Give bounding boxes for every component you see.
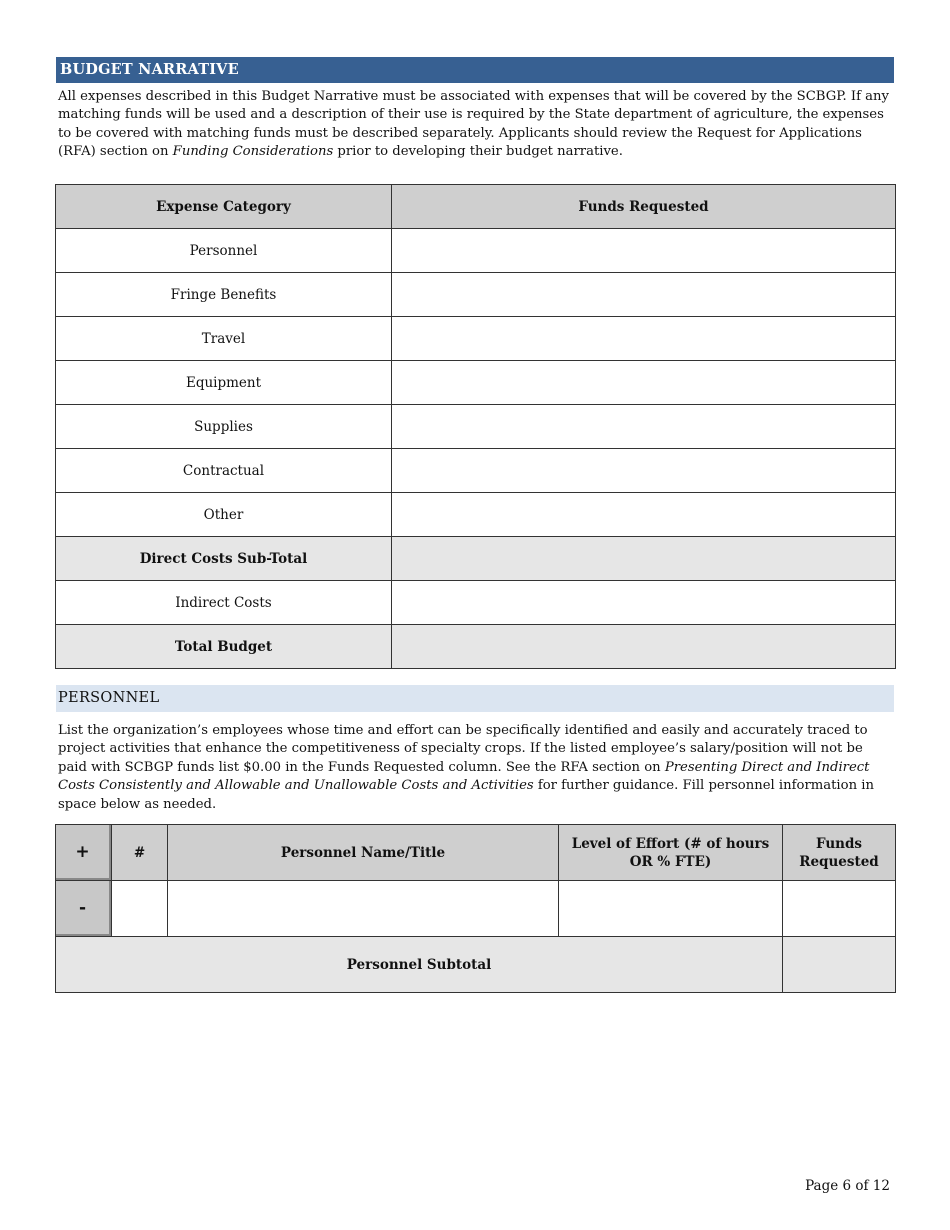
- personnel-name-cell[interactable]: [168, 881, 559, 937]
- personnel-table: [55, 824, 896, 993]
- personnel-number-cell[interactable]: [112, 881, 168, 937]
- expense-row-other: [56, 493, 896, 537]
- expense-row-travel: [56, 317, 896, 361]
- funds-input-cell[interactable]: [392, 273, 896, 317]
- remove-row-cell: [56, 881, 112, 937]
- expense-category-cell: Total Budget: [56, 625, 392, 669]
- remove-row-button[interactable]: -: [56, 881, 111, 936]
- expense-table-header: [56, 185, 896, 229]
- personnel-funds-cell[interactable]: [783, 881, 896, 937]
- expense-row-indirect-costs: [56, 581, 896, 625]
- funds-input-cell[interactable]: [392, 449, 896, 493]
- expense-category-cell: Supplies: [56, 405, 392, 449]
- personnel-intro: [58, 722, 892, 814]
- funds-input-cell[interactable]: [392, 405, 896, 449]
- expense-table: [55, 184, 896, 669]
- expense-category-cell: Personnel: [56, 229, 392, 273]
- expense-row-equipment: [56, 361, 896, 405]
- personnel-subtotal-value: [783, 937, 896, 993]
- expense-row-supplies: [56, 405, 896, 449]
- personnel-subtotal-row: [56, 937, 896, 993]
- expense-row-direct-subtotal: [56, 537, 896, 581]
- funds-input-cell[interactable]: [392, 317, 896, 361]
- personnel-name-header: Personnel Name/Title: [168, 825, 559, 881]
- budget-intro-text-2: prior to developing their budget narrative.: [333, 144, 623, 160]
- expense-row-contractual: [56, 449, 896, 493]
- expense-category-cell: Fringe Benefits: [56, 273, 392, 317]
- budget-intro-emphasis: Funding Considerations: [172, 144, 334, 160]
- personnel-intro-text-2: for further guidance. Fill personnel information in space below as needed.: [58, 778, 874, 812]
- funds-input-cell[interactable]: [392, 581, 896, 625]
- funds-input-cell[interactable]: [392, 361, 896, 405]
- expense-category-header: Expense Category: [56, 185, 392, 229]
- number-header: #: [112, 825, 168, 881]
- level-of-effort-cell[interactable]: [559, 881, 783, 937]
- funds-total-cell: [392, 625, 896, 669]
- expense-row-personnel: [56, 229, 896, 273]
- funds-total-cell: [392, 537, 896, 581]
- personnel-table-header: [56, 825, 896, 881]
- expense-category-cell: Indirect Costs: [56, 581, 392, 625]
- budget-narrative-heading: BUDGET NARRATIVE: [56, 57, 894, 83]
- add-row-button[interactable]: +: [56, 825, 111, 880]
- personnel-intro-emphasis: Presenting Direct and Indirect Costs Consistently and Allowable and Unallowable Costs and Activities: [58, 759, 870, 794]
- personnel-row: [56, 881, 896, 937]
- expense-category-cell: Equipment: [56, 361, 392, 405]
- personnel-intro-text-1: List the organization’s employees whose time and effort can be specifically identified and easily and accurately traced to project activities that enhance the competitiveness of specialty crops. If the listed employee’s salary/position will not be paid with SCBGP funds list $0.00 in the Funds Requested column. See the RFA section on: [58, 723, 868, 775]
- personnel-heading: PERSONNEL: [56, 685, 894, 712]
- page-number: Page 6 of 12: [805, 1178, 890, 1194]
- budget-intro-text-1: All expenses described in this Budget Narrative must be associated with expenses that will be covered by the SCBGP. If any matching funds will be used and a description of their use is required by the State department of agriculture, the expenses to be covered with matching funds must be described separately. Applicants should review the Request for Applications (RFA) section on: [58, 89, 889, 160]
- personnel-funds-header: Funds Requested: [783, 825, 896, 881]
- personnel-subtotal-label: Personnel Subtotal: [56, 937, 783, 993]
- funds-requested-header: Funds Requested: [392, 185, 896, 229]
- level-of-effort-header: Level of Effort (# of hours OR % FTE): [559, 825, 783, 881]
- expense-row-fringe-benefits: [56, 273, 896, 317]
- expense-category-cell: Other: [56, 493, 392, 537]
- funds-input-cell[interactable]: [392, 229, 896, 273]
- budget-narrative-intro: [58, 88, 892, 162]
- expense-row-total-budget: [56, 625, 896, 669]
- add-row-cell: [56, 825, 112, 881]
- expense-category-cell: Direct Costs Sub-Total: [56, 537, 392, 581]
- expense-category-cell: Travel: [56, 317, 392, 361]
- expense-category-cell: Contractual: [56, 449, 392, 493]
- funds-input-cell[interactable]: [392, 493, 896, 537]
